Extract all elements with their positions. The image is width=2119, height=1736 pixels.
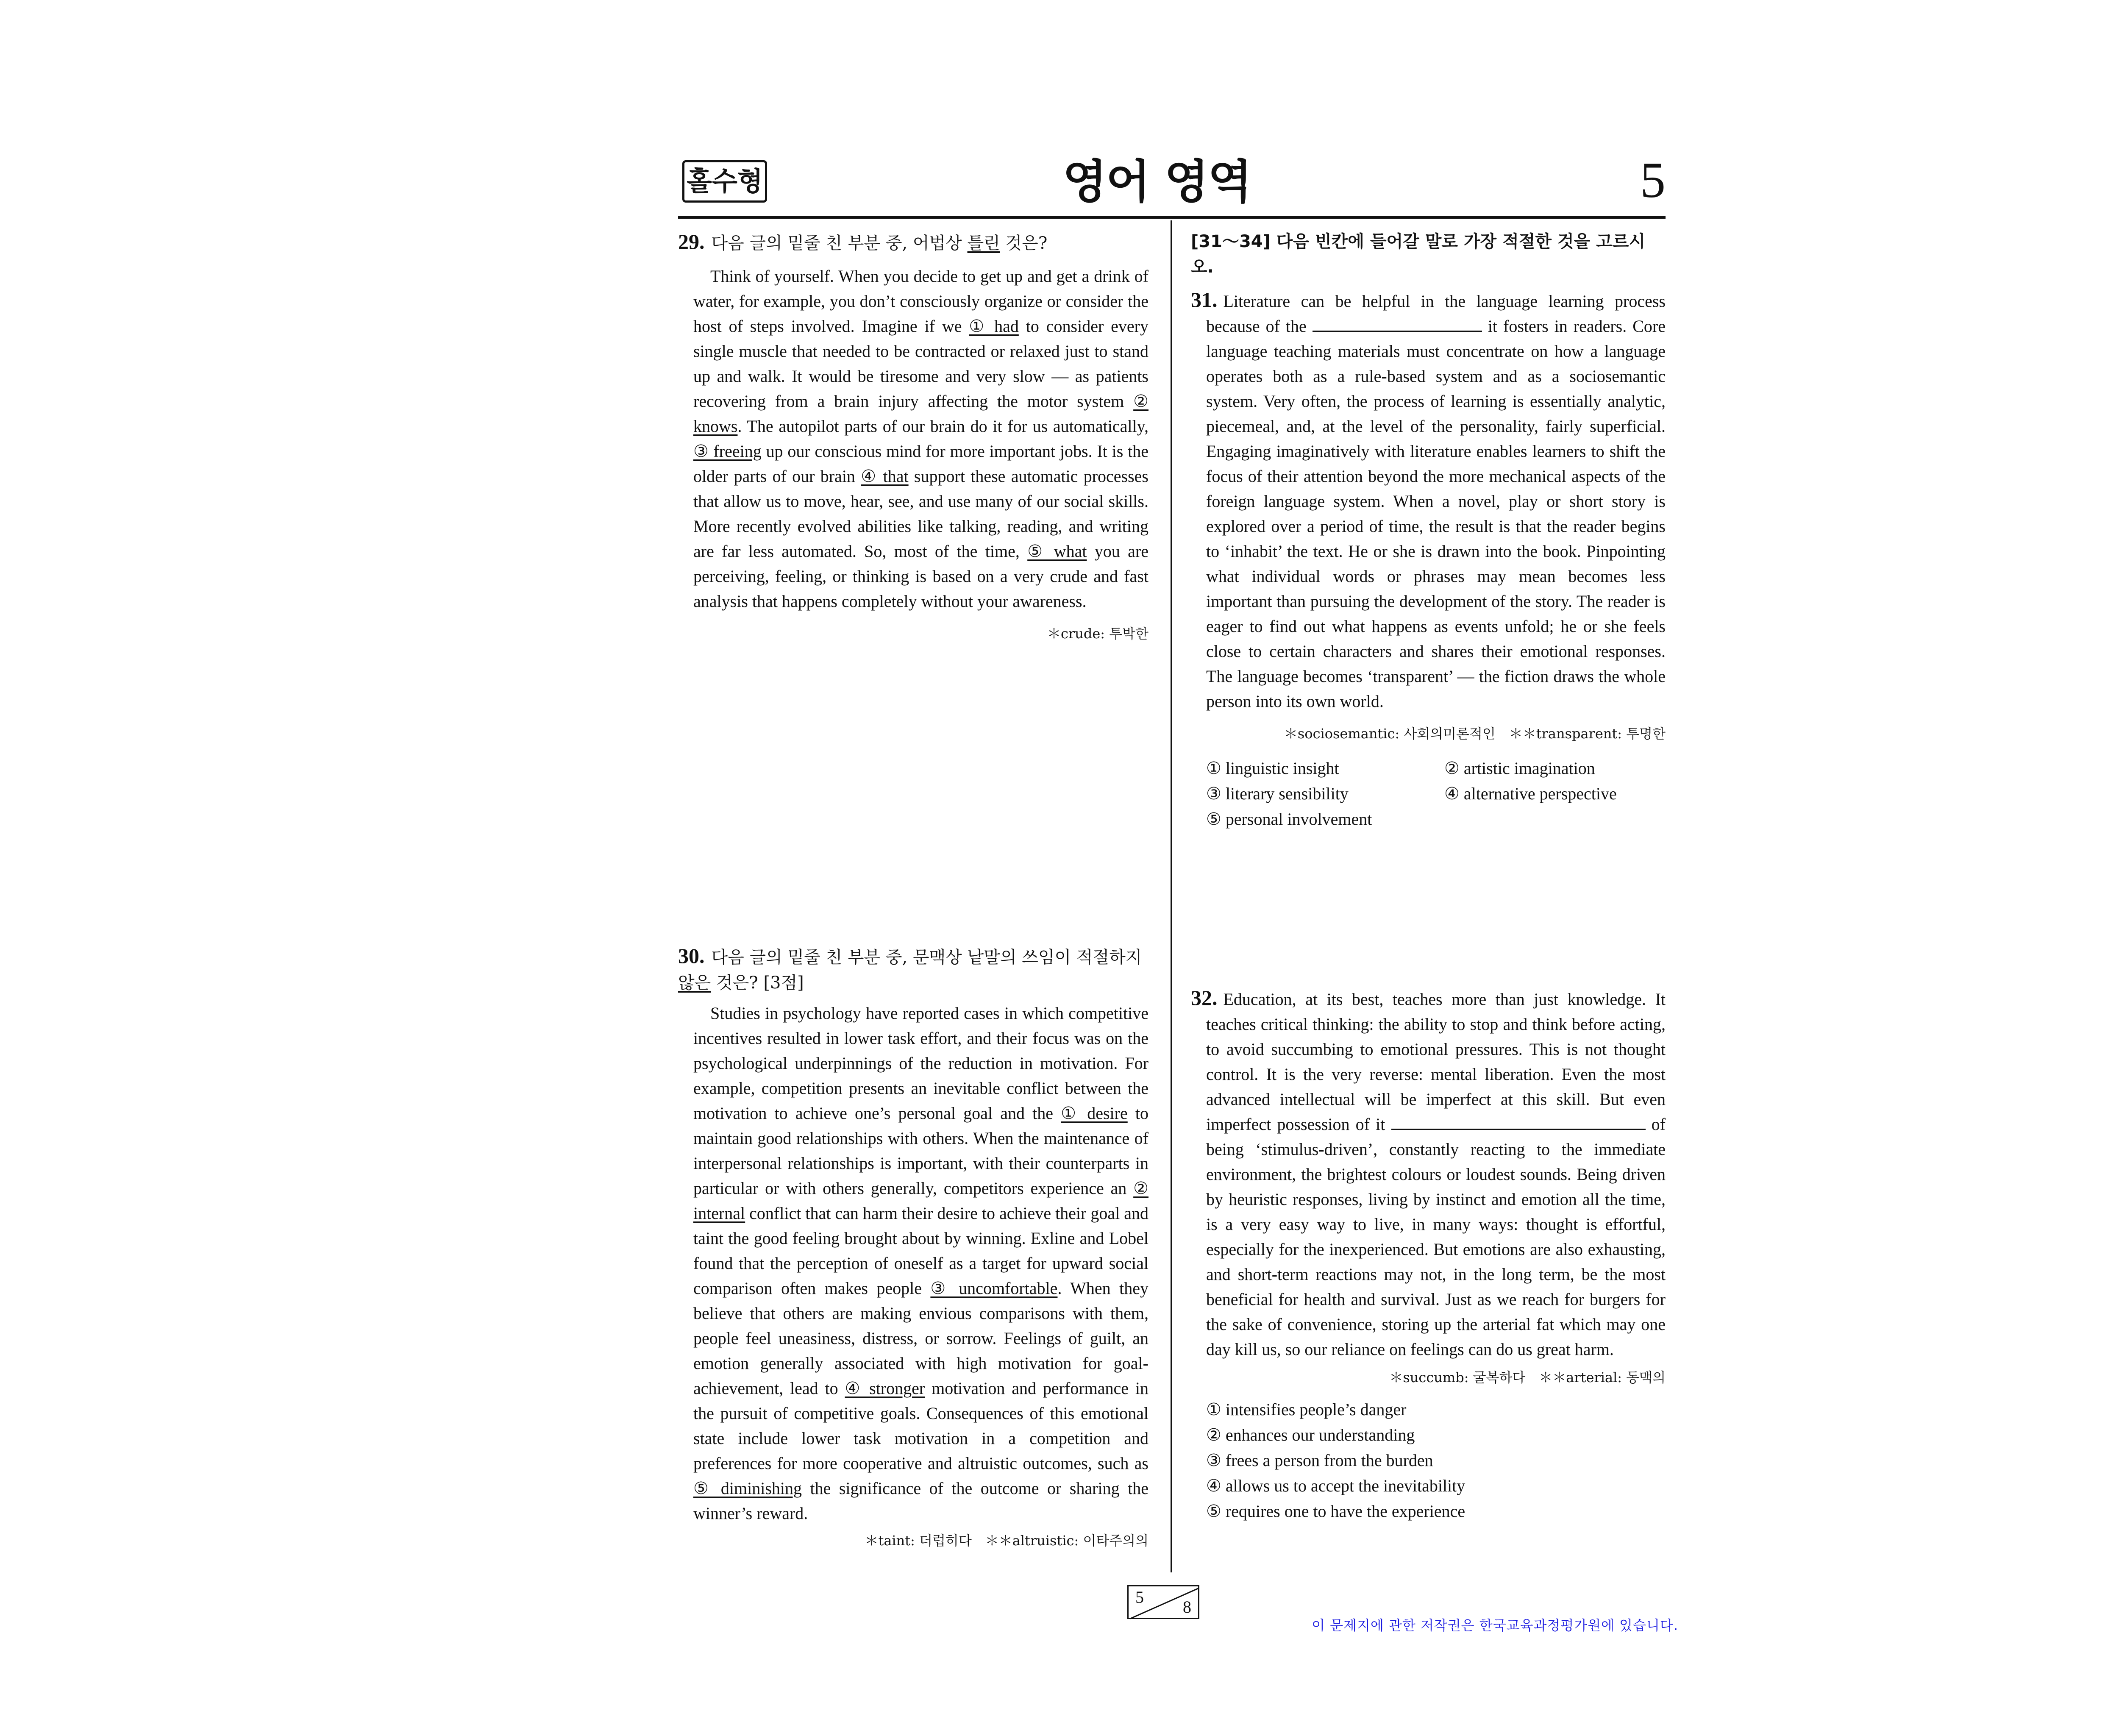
header-rule	[678, 216, 1666, 219]
subject-title: 영어 영역	[1062, 156, 1251, 209]
question-29-passage: Think of yourself. When you decide to get up and get a drink of water, for example, you don’t consciously organize or consider the host of steps involved. Imagine if we ① had to consider every single muscle that needed to be contracted or relaxed just to stand up and walk. It would be tiresome and very slow — as patients recovering from a brain injury affecting the motor system ② knows. The autopilot parts of our brain do it for us automatically, ③ freeing up our conscious mind for more important jobs. It is the older parts of our brain ④ that support these automatic processes that allow us to move, hear, see, and use many of our social skills. More recently evolved abilities like talking, reading, and writing are far less automated. So, most of the time, ⑤ what you are perceiving, feeling, or thinking is based on a very crude and fast analysis that happens completely without your awareness.	[693, 267, 1148, 611]
column-divider	[1171, 220, 1172, 1572]
question-30-passage: Studies in psychology have reported cases in which competitive incentives resulted in lower task effort, and their focus was on the psychological underpinnings of the reduction in motivation. For example, competition presents an inevitable conflict between the motivation to achieve one’s personal goal and the ① desire to maintain good relationships with others. When the maintenance of interpersonal relationships is important, with their counterparts in particular or with others generally, competitors experience an ② internal conflict that can harm their desire to achieve their goal and taint the good feeling brought about by winning. Exline and Lobel found that the perception of oneself as a target for upward social comparison often makes people ③ uncomfortable. When they believe that others are making envious comparisons with them, people feel uneasiness, distress, or sorrow. Feelings of guilt, an emotion generally associated with high motivation for goal-achievement, lead to ④ stronger motivation and performance in the pursuit of competitive goals. Consequences of this emotional state include lower task motivation in a competition and preferences for more cooperative and altruistic outcomes, such as ⑤ diminishing the significance of the outcome or sharing the winner’s reward.	[693, 1004, 1149, 1523]
question-32-number: 32.	[1191, 986, 1218, 1010]
current-page: 5	[1135, 1588, 1144, 1607]
question-32-passage: 32. Education, at its best, teaches more than just knowledge. It teaches critical thinking: the ability to stop and think before acting, to avoid succumbing to emotional pressures. This is not thought control. It is the very reverse: mental liberation. Even the most advanced intellectual will be imperfect at this skill. But even imperfect possession of it of being ‘stimulus-driven’, constantly reacting to the immediate environment, the brightest colours or loudest sounds. Being driven by heuristic responses, living by instinct and emotion all the time, is a very easy way to live, in many ways: thought is effortful, especially for the inexperienced. But emotions are also exhausting, and short-term reactions may not, in the long term, be the most beneficial for health and survival. Just as we reach for burgers for the sake of convenience, storing up the arterial fat which may one day kill us, so our reliance on feelings can do us great harm.	[1191, 986, 1666, 1359]
option-3-underlined: ③ freeing	[693, 442, 762, 461]
total-pages: 8	[1183, 1597, 1191, 1616]
option-5-underlined: ⑤ what	[1027, 542, 1087, 561]
option-2-underlined: ② knows	[693, 392, 1148, 436]
answer-blank	[1313, 314, 1482, 332]
question-32-footnote: ＊succumb: 굴복하다 ＊＊arterial: 동맥의	[1389, 1369, 1666, 1385]
option-4-underlined: ④ that	[861, 467, 909, 486]
option-1-underlined: ① had	[969, 317, 1019, 336]
section-31-34-heading: [31～34] 다음 빈칸에 들어갈 말로 가장 적절한 것을 고르시오.	[1191, 232, 1646, 277]
option-1-underlined: ① desire	[1061, 1104, 1128, 1123]
option-2[interactable]: ② enhances our understanding	[1206, 1425, 1415, 1444]
question-29-prompt: 29. 다음 글의 밑줄 친 부분 중, 어법상 틀린 것은?	[678, 230, 1048, 253]
question-29-footnote: ＊crude: 투박한	[1047, 626, 1148, 642]
question-30-number: 30.	[678, 944, 705, 968]
option-5[interactable]: ⑤ requires one to have the experience	[1206, 1502, 1466, 1521]
option-5-underlined: ⑤ diminishing	[693, 1479, 802, 1498]
question-29-number: 29.	[678, 230, 705, 253]
question-30	[678, 943, 1148, 1552]
question-31-options	[1191, 756, 1666, 832]
option-3-underlined: ③ uncomfortable	[930, 1279, 1058, 1298]
question-31-number: 31.	[1191, 288, 1218, 312]
question-30-prompt: 30. 다음 글의 밑줄 친 부분 중, 문맥상 낱말의 쓰임이 적절하지 않은 것은? [3점]	[678, 944, 1142, 993]
option-4-underlined: ④ stronger	[845, 1379, 925, 1398]
question-29	[678, 229, 1148, 645]
answer-blank	[1391, 1112, 1646, 1130]
option-3[interactable]: ③ frees a person from the burden	[1206, 1451, 1433, 1470]
option-1[interactable]: ① intensifies people’s danger	[1206, 1400, 1407, 1419]
page-number: 5	[1640, 152, 1666, 208]
option-1[interactable]: ① linguistic insight	[1206, 759, 1339, 778]
question-31-footnote: ＊sociosemantic: 사회의미론적인 ＊＊transparent: 투명한	[1284, 726, 1666, 742]
page-indicator	[1127, 1585, 1199, 1619]
option-2[interactable]: ② artistic imagination	[1444, 759, 1595, 778]
question-31	[1191, 229, 1666, 832]
question-32-options	[1191, 1397, 1666, 1524]
test-type-label: 홀수형	[682, 160, 767, 203]
option-4[interactable]: ④ allows us to accept the inevitability	[1206, 1476, 1466, 1495]
option-3[interactable]: ③ literary sensibility	[1206, 784, 1349, 803]
option-4[interactable]: ④ alternative perspective	[1444, 784, 1617, 803]
question-30-footnote: ＊taint: 더럽히다 ＊＊altruistic: 이타주의의	[865, 1533, 1148, 1549]
option-2-underlined: ② internal	[693, 1179, 1148, 1223]
option-5[interactable]: ⑤ personal involvement	[1206, 810, 1372, 829]
question-32	[1191, 985, 1666, 1524]
question-31-passage: 31. Literature can be helpful in the language learning process because of the it fosters in readers. Core language teaching materials must concentrate on how a language operates both as a rule-based system and as a sociosemantic system. Very often, the process of learning is essentially analytic, piecemeal, and, at the level of the personality, fairly superficial. Engaging imaginatively with literature enables learners to shift the focus of their attention beyond the more mechanical aspects of the foreign language system. When a novel, play or short story is explored over a period of time, the result is that the reader begins to ‘inhabit’ the text. He or she is drawn into the book. Pinpointing what individual words or phrases may mean becomes less important than pursuing the development of the story. The reader is eager to find out what happens as events unfold; he or she feels close to certain characters and shares their emotional responses. The language becomes ‘transparent’ — the fiction draws the whole person into its own world.	[1191, 288, 1666, 711]
copyright-notice: 이 문제지에 관한 저작권은 한국교육과정평가원에 있습니다.	[1312, 1617, 1678, 1633]
